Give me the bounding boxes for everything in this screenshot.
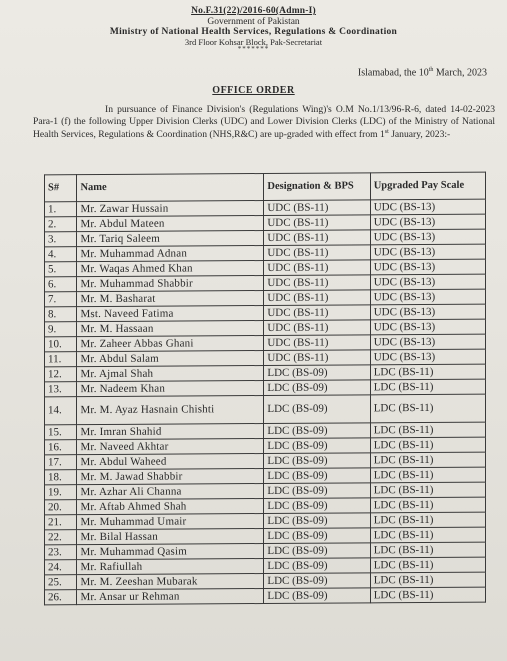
row-designation: LDC (BS-09) bbox=[264, 468, 370, 484]
row-serial: 22. bbox=[45, 530, 77, 545]
row-upgraded-scale: LDC (BS-11) bbox=[370, 467, 485, 483]
row-upgraded-scale: LDC (BS-11) bbox=[370, 512, 485, 528]
table-row bbox=[45, 587, 486, 605]
row-serial: 9. bbox=[45, 322, 77, 337]
row-upgraded-scale: LDC (BS-11) bbox=[370, 482, 485, 498]
row-name: Mr. M. Ayaz Hasnain Chishti bbox=[77, 396, 264, 425]
row-upgraded-scale: UDC (BS-13) bbox=[370, 259, 485, 275]
row-upgraded-scale: LDC (BS-11) bbox=[370, 452, 485, 468]
row-designation: LDC (BS-09) bbox=[264, 558, 370, 574]
row-upgraded-scale: LDC (BS-11) bbox=[370, 572, 485, 588]
row-serial: 18. bbox=[45, 470, 77, 485]
row-designation: LDC (BS-09) bbox=[264, 438, 370, 454]
row-upgraded-scale: LDC (BS-11) bbox=[370, 422, 485, 438]
row-name: Mr. Ansar ur Rehman bbox=[77, 589, 264, 605]
row-designation: UDC (BS-11) bbox=[264, 245, 370, 261]
row-upgraded-scale: LDC (BS-11) bbox=[370, 542, 485, 558]
row-name: Mst. Naveed Fatima bbox=[77, 306, 264, 322]
row-upgraded-scale: LDC (BS-11) bbox=[370, 587, 485, 603]
row-designation: LDC (BS-09) bbox=[264, 588, 370, 604]
table-row bbox=[45, 394, 486, 425]
row-upgraded-scale: UDC (BS-13) bbox=[370, 319, 485, 335]
row-designation: LDC (BS-09) bbox=[264, 573, 370, 589]
row-name: Mr. Imran Shahid bbox=[77, 424, 264, 440]
row-designation: LDC (BS-09) bbox=[264, 543, 370, 559]
row-upgraded-scale: LDC (BS-11) bbox=[370, 437, 485, 453]
row-serial: 24. bbox=[45, 560, 77, 575]
row-name: Mr. Zaheer Abbas Ghani bbox=[77, 336, 264, 352]
row-upgraded-scale: LDC (BS-11) bbox=[370, 364, 485, 380]
row-serial: 5. bbox=[45, 262, 77, 277]
office-address: 3rd Floor Kohsar Block, Pak-Secretariat bbox=[184, 37, 323, 47]
document-title: OFFICE ORDER bbox=[212, 85, 295, 96]
row-upgraded-scale: LDC (BS-11) bbox=[370, 497, 485, 513]
row-serial: 23. bbox=[45, 545, 77, 560]
row-name: Mr. M. Jawad Shabbir bbox=[77, 469, 264, 485]
row-designation: LDC (BS-09) bbox=[264, 498, 370, 514]
row-designation: LDC (BS-09) bbox=[264, 423, 370, 439]
row-serial: 26. bbox=[45, 590, 77, 605]
row-upgraded-scale: LDC (BS-11) bbox=[370, 527, 485, 543]
table-body bbox=[45, 199, 486, 605]
row-upgraded-scale: UDC (BS-13) bbox=[370, 349, 485, 365]
row-name: Mr. Azhar Ali Channa bbox=[77, 484, 264, 500]
row-serial: 16. bbox=[45, 440, 77, 455]
row-upgraded-scale: UDC (BS-13) bbox=[370, 244, 485, 260]
row-name: Mr. M. Basharat bbox=[77, 291, 264, 307]
row-serial: 15. bbox=[45, 425, 77, 440]
row-upgraded-scale: LDC (BS-11) bbox=[370, 379, 485, 395]
row-name: Mr. Tariq Saleem bbox=[77, 231, 264, 247]
row-name: Mr. Waqas Ahmed Khan bbox=[77, 261, 264, 277]
row-serial: 8. bbox=[45, 307, 77, 322]
row-upgraded-scale: UDC (BS-13) bbox=[370, 214, 485, 230]
header-name: Name bbox=[77, 174, 264, 202]
order-body-text: In pursuance of Finance Division's (Regulations Wing)'s O.M No.1/13/96-R-6, dated 14-02-2023 Para-1 (f) the following Upper Division Clerks (UDC) and Lower Division Clerks (LDC) of the Ministry of National Health Services, Regulations & Coordination (NHS,R&C) are up-graded with effect from 1st January, 2023:- bbox=[33, 104, 495, 141]
row-name: Mr. Abdul Waheed bbox=[77, 454, 264, 470]
upgrade-table bbox=[44, 172, 486, 606]
row-serial: 25. bbox=[45, 575, 77, 590]
row-serial: 4. bbox=[45, 247, 77, 262]
ministry-name: Ministry of National Health Services, Regulations & Coordination bbox=[109, 27, 398, 37]
row-designation: UDC (BS-11) bbox=[264, 215, 370, 231]
row-upgraded-scale: UDC (BS-13) bbox=[370, 274, 485, 290]
row-name: Mr. Muhammad Shabbir bbox=[77, 276, 264, 292]
row-serial: 3. bbox=[45, 232, 77, 247]
row-serial: 12. bbox=[45, 367, 77, 382]
row-name: Mr. Nadeem Khan bbox=[77, 381, 264, 397]
row-designation: LDC (BS-09) bbox=[264, 365, 370, 381]
row-serial: 21. bbox=[45, 515, 77, 530]
row-designation: UDC (BS-11) bbox=[264, 335, 370, 351]
row-serial: 2. bbox=[45, 217, 77, 232]
row-designation: UDC (BS-11) bbox=[264, 260, 370, 276]
row-designation: UDC (BS-11) bbox=[264, 230, 370, 246]
row-designation: LDC (BS-09) bbox=[264, 483, 370, 499]
row-name: Mr. Zawar Hussain bbox=[77, 201, 264, 217]
row-name: Mr. Muhammad Adnan bbox=[77, 246, 264, 262]
row-upgraded-scale: LDC (BS-11) bbox=[370, 557, 485, 573]
row-designation: LDC (BS-09) bbox=[264, 528, 370, 544]
order-date: Islamabad, the 10th March, 2023 bbox=[357, 67, 487, 79]
row-name: Mr. Muhammad Umair bbox=[77, 514, 264, 530]
row-serial: 7. bbox=[45, 292, 77, 307]
row-serial: 20. bbox=[45, 500, 77, 515]
row-upgraded-scale: UDC (BS-13) bbox=[370, 289, 485, 305]
row-designation: UDC (BS-11) bbox=[264, 320, 370, 336]
row-upgraded-scale: LDC (BS-11) bbox=[370, 394, 485, 423]
row-name: Mr. Aftab Ahmed Shah bbox=[77, 499, 264, 515]
header-upgraded-scale: Upgraded Pay Scale bbox=[370, 172, 485, 200]
row-serial: 19. bbox=[45, 485, 77, 500]
row-designation: UDC (BS-11) bbox=[264, 290, 370, 306]
header-serial: S# bbox=[45, 175, 77, 202]
row-designation: LDC (BS-09) bbox=[264, 453, 370, 469]
file-number: No.F.31(22)/2016-60(Admn-I) bbox=[191, 6, 316, 16]
row-designation: UDC (BS-11) bbox=[264, 200, 370, 216]
header-designation: Designation & BPS bbox=[264, 173, 370, 201]
row-name: Mr. M. Zeeshan Mubarak bbox=[77, 574, 264, 590]
row-designation: UDC (BS-11) bbox=[264, 275, 370, 291]
row-name: Mr. Ajmal Shah bbox=[77, 366, 264, 382]
row-upgraded-scale: UDC (BS-13) bbox=[370, 304, 485, 320]
row-name: Mr. Abdul Mateen bbox=[77, 216, 264, 232]
row-name: Mr. Rafiullah bbox=[77, 559, 264, 575]
header-separator: ******* bbox=[237, 45, 270, 53]
row-name: Mr. Muhammad Qasim bbox=[77, 544, 264, 560]
row-serial: 17. bbox=[45, 455, 77, 470]
row-upgraded-scale: UDC (BS-13) bbox=[370, 199, 485, 215]
row-serial: 14. bbox=[45, 397, 77, 425]
table-header-row bbox=[45, 172, 486, 202]
row-serial: 1. bbox=[45, 202, 77, 217]
row-designation: UDC (BS-11) bbox=[264, 350, 370, 366]
row-designation: UDC (BS-11) bbox=[264, 305, 370, 321]
row-name: Mr. M. Hassaan bbox=[77, 321, 264, 337]
row-name: Mr. Naveed Akhtar bbox=[77, 439, 264, 455]
row-upgraded-scale: UDC (BS-13) bbox=[370, 229, 485, 245]
row-serial: 6. bbox=[45, 277, 77, 292]
row-designation: LDC (BS-09) bbox=[264, 380, 370, 396]
row-serial: 10. bbox=[45, 337, 77, 352]
row-designation: LDC (BS-09) bbox=[264, 395, 370, 424]
row-name: Mr. Bilal Hassan bbox=[77, 529, 264, 545]
row-designation: LDC (BS-09) bbox=[264, 513, 370, 529]
row-serial: 13. bbox=[45, 382, 77, 397]
row-name: Mr. Abdul Salam bbox=[77, 351, 264, 367]
row-upgraded-scale: UDC (BS-13) bbox=[370, 334, 485, 350]
government-line: Government of Pakistan bbox=[207, 17, 300, 27]
row-serial: 11. bbox=[45, 352, 77, 367]
